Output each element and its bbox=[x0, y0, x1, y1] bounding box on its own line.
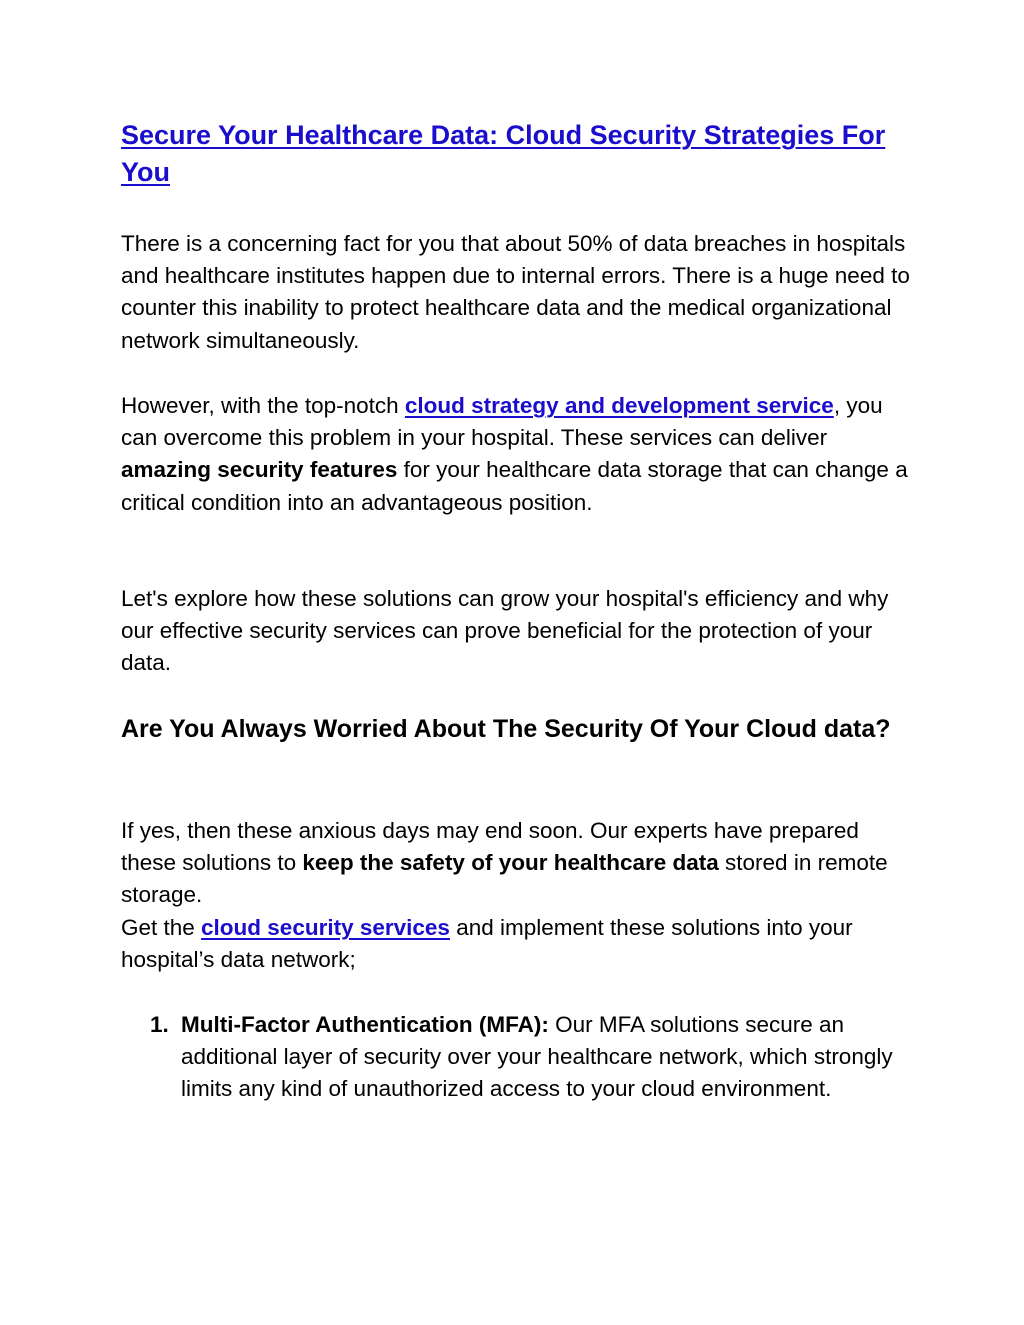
paragraph-text: for your healthcare data storage that can change a critical condition into an advantageous position. bbox=[121, 457, 908, 515]
cloud-strategy-paragraph bbox=[121, 390, 911, 519]
paragraph-text: stored in remote storage. bbox=[121, 850, 888, 908]
cloud-security-services-link[interactable]: cloud security services bbox=[201, 915, 450, 940]
list-item bbox=[121, 1009, 911, 1106]
intro-paragraph: There is a concerning fact for you that about 50% of data breaches in hospitals and healthcare institutes happen due to internal errors. There is a huge need to counter this inability to protect healthcare data and the medical organizational network simultaneously. bbox=[121, 231, 910, 353]
paragraph-text: If yes, then these anxious days may end soon. Our experts have prepared these solutions to bbox=[121, 818, 859, 876]
explore-paragraph: Let's explore how these solutions can grow your hospital's efficiency and why our effective security services can prove beneficial for the protection of your data. bbox=[121, 586, 889, 676]
cloud-strategy-link[interactable]: cloud strategy and development service bbox=[404, 393, 834, 418]
paragraph-text: and implement these solutions into your hospital’s data network; bbox=[121, 915, 853, 973]
list-item-text: Our MFA solutions secure an additional layer of security over your healthcare network, which strongly limits any kind of unauthorized access to your cloud environment. bbox=[181, 1012, 893, 1102]
paragraph-text: Get the bbox=[121, 915, 202, 940]
list-item-title: Multi-Factor Authentication (MFA): bbox=[181, 1012, 549, 1037]
paragraph-text: , you can overcome this problem in your hospital. These services can deliver bbox=[121, 393, 883, 451]
document-title-link[interactable]: Secure Your Healthcare Data: Cloud Security Strategies For You bbox=[121, 120, 886, 187]
list-item-number: 1. bbox=[150, 1012, 169, 1037]
anxious-days-paragraph bbox=[121, 815, 911, 912]
bold-text: amazing security features bbox=[121, 457, 398, 483]
cloud-security-paragraph bbox=[121, 912, 911, 976]
section-heading: Are You Always Worried About The Security Of Your Cloud data? bbox=[121, 715, 891, 743]
paragraph-text: However, with the top-notch bbox=[121, 393, 405, 418]
solutions-list bbox=[121, 1009, 911, 1106]
bold-text: keep the safety of your healthcare data bbox=[302, 850, 719, 876]
